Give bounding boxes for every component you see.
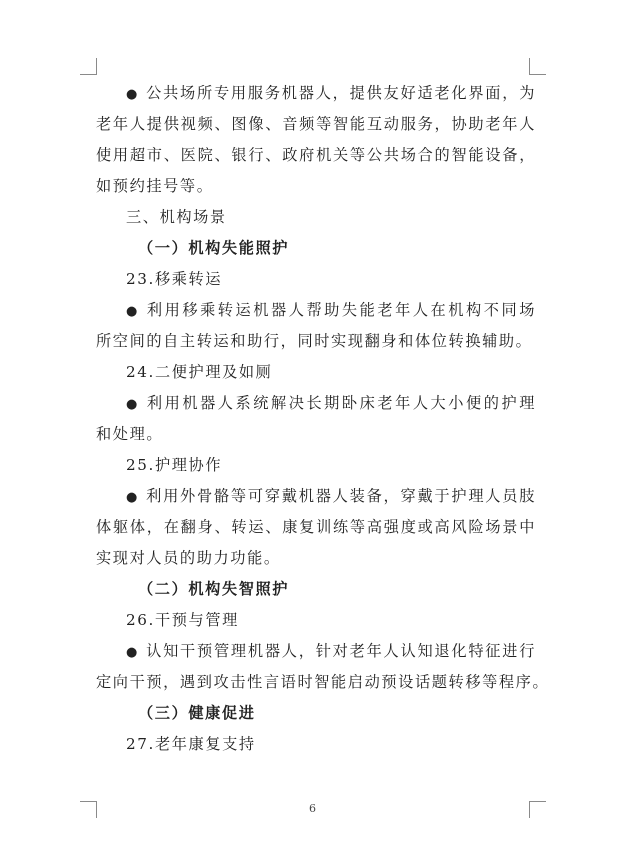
item-heading: 26.干预与管理 (126, 611, 239, 629)
bullet-paragraph-line: ● 公共场所专用服务机器人，提供友好适老化界面，为 (126, 84, 536, 102)
item-heading: 25.护理协作 (126, 456, 223, 474)
section-heading: 三、机构场景 (126, 208, 227, 226)
subsection-heading: （三）健康促进 (138, 704, 256, 722)
page-corner-mark-top-right (529, 58, 546, 75)
page-number: 6 (309, 802, 316, 815)
bullet-icon: ● (126, 87, 140, 102)
page-corner-mark-top-left (80, 58, 97, 75)
item-heading: 27.老年康复支持 (126, 735, 256, 753)
bullet-icon: ● (126, 645, 140, 660)
page-body (96, 78, 550, 760)
bullet-paragraph-line: ● 认知干预管理机器人，针对老年人认知退化特征进行 (126, 642, 536, 660)
bullet-icon: ● (126, 397, 140, 412)
paragraph-line: 使用超市、医院、银行、政府机关等公共场合的智能设备， (96, 146, 536, 164)
bullet-icon: ● (126, 490, 140, 505)
subsection-heading: （一）机构失能照护 (138, 239, 290, 257)
paragraph-line: 所空间的自主转运和助行，同时实现翻身和体位转换辅助。 (96, 332, 533, 350)
paragraph-line: 体躯体，在翻身、转运、康复训练等高强度或高风险场景中 (96, 518, 536, 536)
paragraph-line: 和处理。 (96, 425, 164, 443)
paragraph-line: 如预约挂号等。 (96, 177, 214, 195)
bullet-icon: ● (126, 304, 140, 319)
paragraph-line: 实现对人员的助力功能。 (96, 549, 281, 567)
bullet-paragraph-line: ● 利用移乘转运机器人帮助失能老年人在机构不同场 (126, 301, 536, 319)
bullet-paragraph-line: ● 利用外骨骼等可穿戴机器人装备，穿戴于护理人员肢 (126, 487, 536, 505)
bullet-paragraph-line: ● 利用机器人系统解决长期卧床老年人大小便的护理 (126, 394, 536, 412)
item-heading: 24.二便护理及如厕 (126, 363, 273, 381)
paragraph-line: 定向干预，遇到攻击性言语时智能启动预设话题转移等程序。 (96, 673, 550, 691)
subsection-heading: （二）机构失智照护 (138, 580, 290, 598)
item-heading: 23.移乘转运 (126, 270, 223, 288)
paragraph-line: 老年人提供视频、图像、音频等智能互动服务，协助老年人 (96, 115, 536, 133)
